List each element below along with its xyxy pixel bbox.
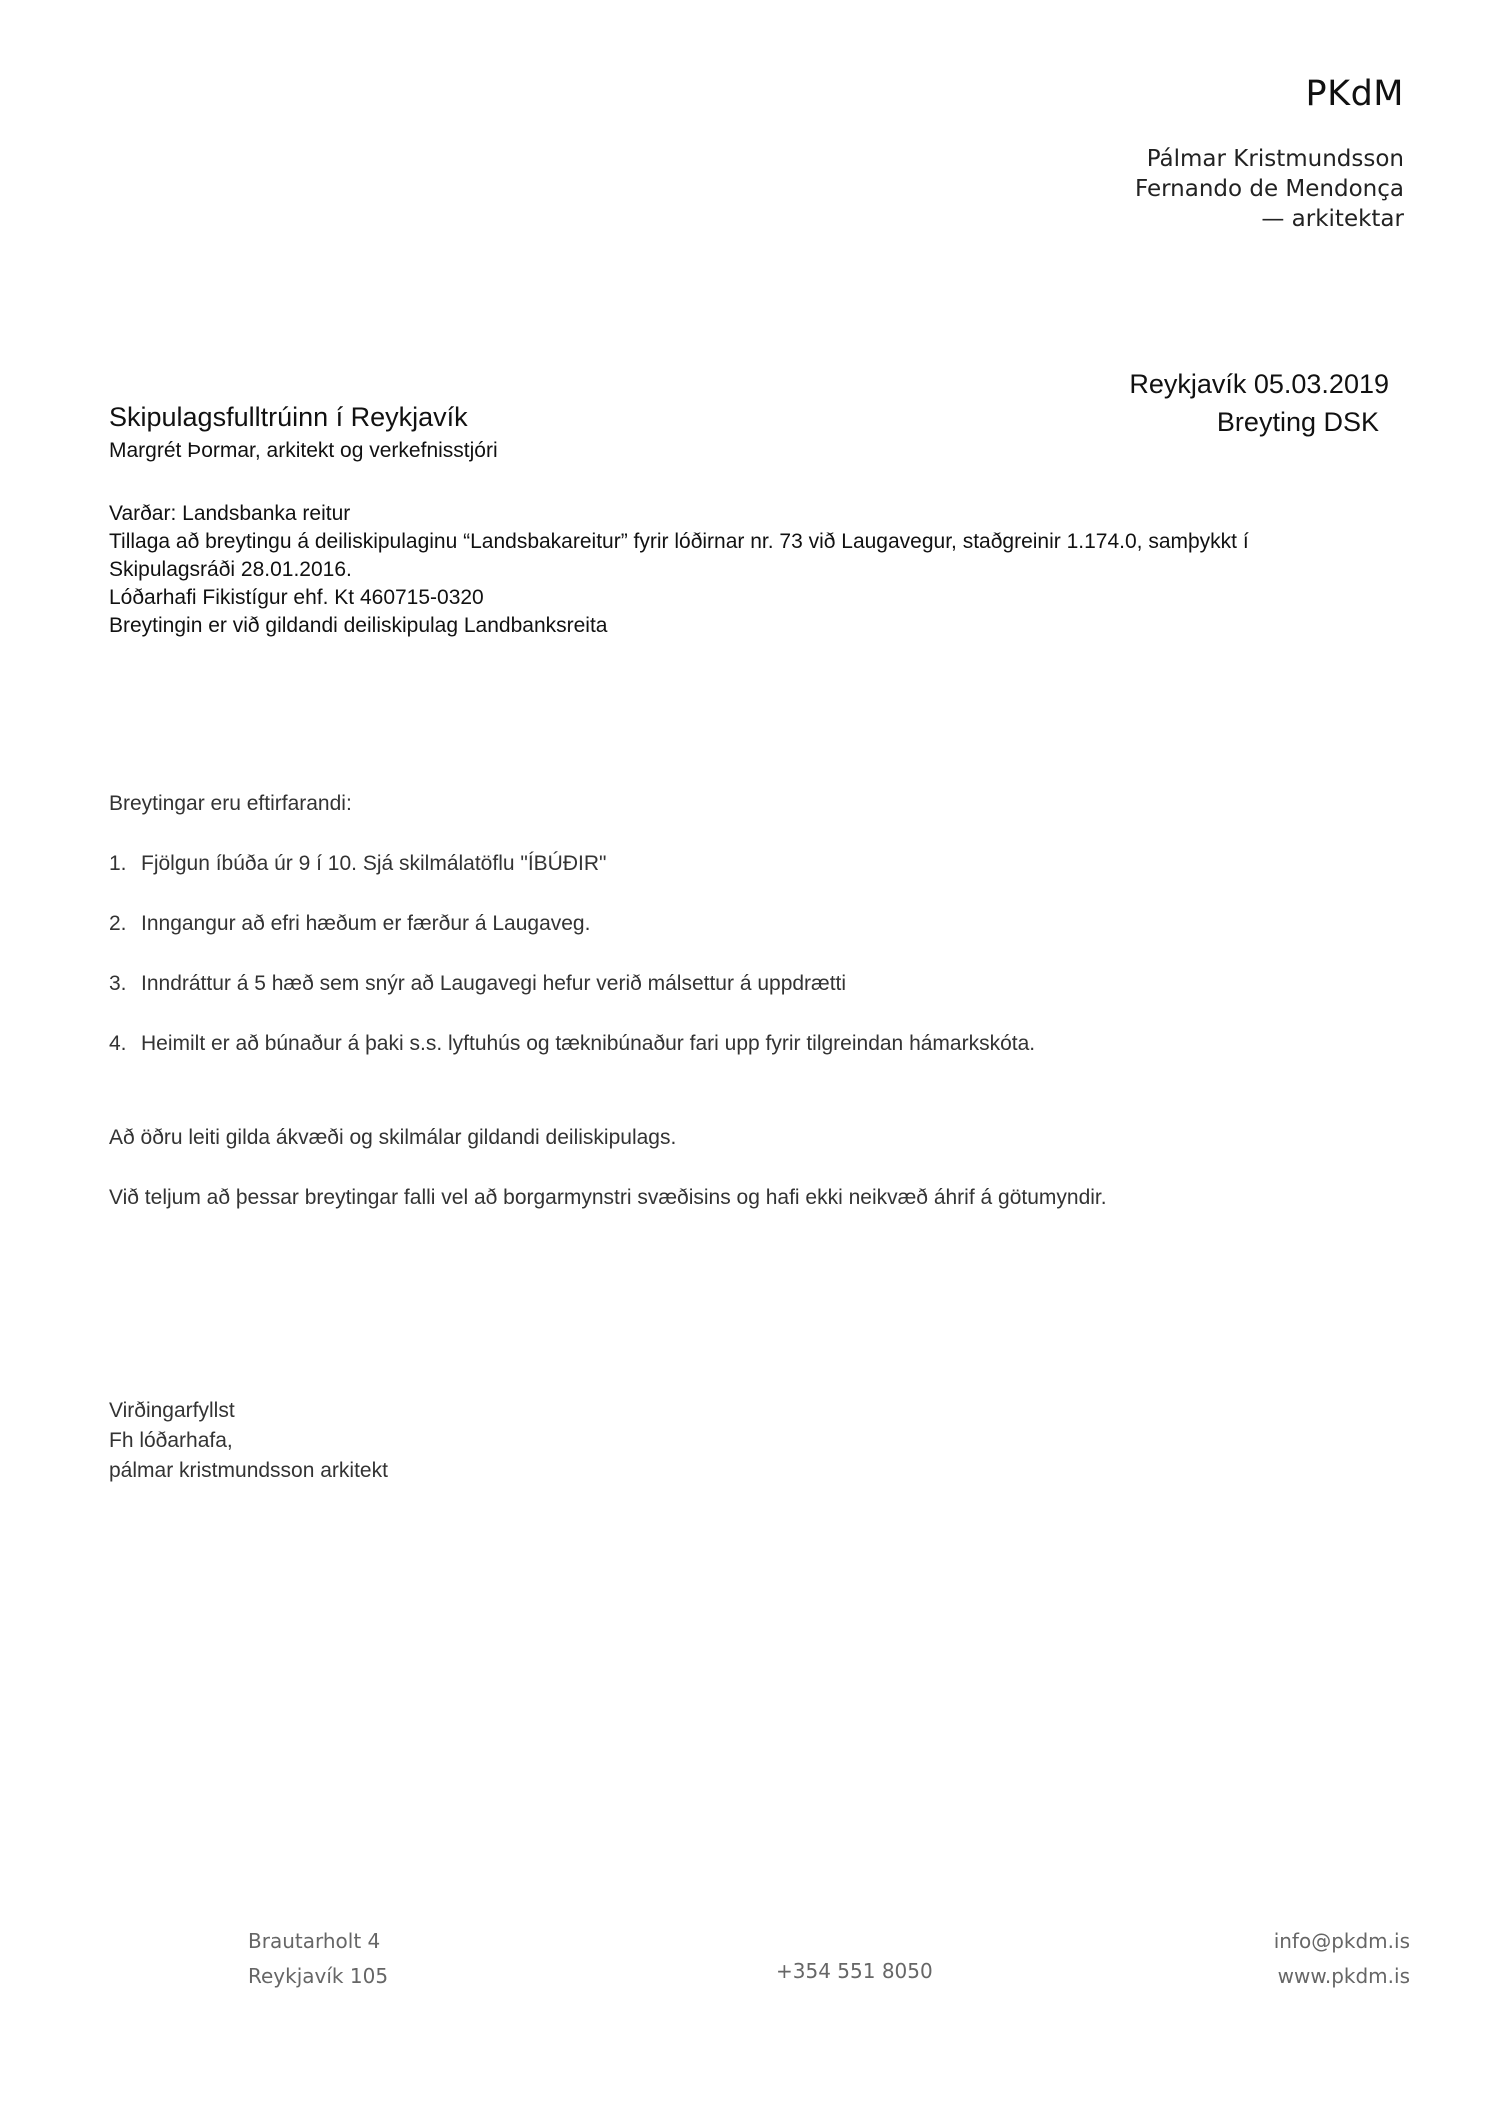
list-item-text: Inngangur að efri hæðum er færður á Laugaveg. xyxy=(141,912,591,935)
subject-owner: Lóðarhafi Fikistígur ehf. Kt 460715-0320 xyxy=(109,586,484,609)
signature-block xyxy=(109,1396,388,1486)
body-paragraph: Við teljum að þessar breytingar falli vel að borgarmynstri svæðisins og hafi ekki neikvæð áhrif á götumyndir. xyxy=(109,1186,1107,1209)
letter-date: Reykjavík 05.03.2019 xyxy=(1129,369,1389,399)
signature-signer: pálmar kristmundsson arkitekt xyxy=(109,1459,388,1482)
list-item-text: Heimilt er að búnaður á þaki s.s. lyftuhús og tæknibúnaður fari upp fyrir tilgreindan hámarkskóta. xyxy=(141,1032,1036,1055)
firm-name-block xyxy=(1135,144,1404,234)
list-item-number: 4. xyxy=(109,1032,127,1055)
company-logo: PKdM xyxy=(1305,74,1404,114)
subject-proposal-line: Tillaga að breytingu á deiliskipulaginu “Landsbakareitur” fyrir lóðirnar nr. 73 við Laugavegur, staðgreinir 1.174.0, samþykkt í xyxy=(109,530,1249,553)
footer-address xyxy=(248,1924,388,1994)
changes-list xyxy=(109,852,1035,1092)
list-item xyxy=(109,1032,1035,1092)
list-item-number: 2. xyxy=(109,912,127,935)
footer-website: www.pkdm.is xyxy=(1277,1964,1410,1988)
changes-intro: Breytingar eru eftirfarandi: xyxy=(109,792,352,815)
footer-city: Reykjavík 105 xyxy=(248,1964,389,1988)
subject-regarding: Varðar: Landsbanka reitur xyxy=(109,502,351,525)
list-item xyxy=(109,912,1035,972)
list-item xyxy=(109,852,1035,912)
footer-street: Brautarholt 4 xyxy=(248,1929,381,1953)
signature-on-behalf: Fh lóðarhafa, xyxy=(109,1429,233,1452)
list-item-number: 3. xyxy=(109,972,127,995)
firm-line: — arkitektar xyxy=(1261,206,1404,232)
list-item-number: 1. xyxy=(109,852,127,875)
addressee-name: Skipulagsfulltrúinn í Reykjavík xyxy=(109,402,468,432)
date-reference-block xyxy=(1129,365,1389,441)
firm-line: Fernando de Mendonça xyxy=(1134,176,1404,202)
signature-closing: Virðingarfyllst xyxy=(109,1399,235,1422)
list-item xyxy=(109,972,1035,1032)
subject-proposal-line: Skipulagsráði 28.01.2016. xyxy=(109,558,352,581)
footer-email: info@pkdm.is xyxy=(1273,1929,1410,1953)
firm-line: Pálmar Kristmundsson xyxy=(1146,146,1404,172)
letter-reference: Breyting DSK xyxy=(1216,407,1379,437)
footer-contact xyxy=(1274,1924,1410,1994)
addressee-attention: Margrét Þormar, arkitekt og verkefnisstjóri xyxy=(109,439,498,462)
footer-phone: +354 551 8050 xyxy=(776,1959,933,1983)
list-item-text: Fjölgun íbúða úr 9 í 10. Sjá skilmálatöflu "ÍBÚÐIR" xyxy=(141,852,607,875)
body-paragraph: Að öðru leiti gilda ákvæði og skilmálar gildandi deiliskipulags. xyxy=(109,1126,677,1149)
list-item-text: Inndráttur á 5 hæð sem snýr að Laugavegi hefur verið málsettur á uppdrætti xyxy=(141,972,847,995)
subject-basis: Breytingin er við gildandi deiliskipulag Landbanksreita xyxy=(109,614,608,637)
subject-block xyxy=(109,500,1409,640)
